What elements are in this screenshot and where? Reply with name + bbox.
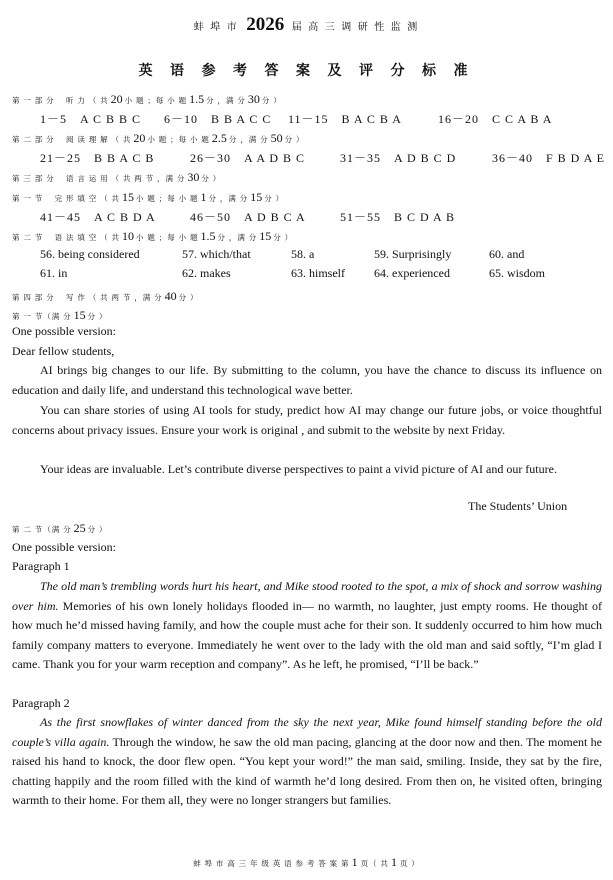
writing1-greeting: Dear fellow students, [12,344,115,358]
answer-group: 6－10 B B A C C [164,112,272,126]
section42-heading: 第 二 节（满 分 25 分 ） [12,521,108,535]
header-exam-name: 届 高 三 调 研 性 监 测 [291,22,420,33]
paragraph-1-label: Paragraph 1 [12,559,70,573]
section41-heading: 第 一 节（满 分 15 分 ） [12,308,108,322]
page-header [0,14,613,36]
writing1-paragraph-2: You can share stories of using AI tools for study, predict how AI may change our future jobs, or voice thoughtful concerns about privacy issues. Ensure your work is original , and submit to the website by next Friday. [12,403,602,437]
part4-heading: 第 四 部 分 写 作 （ 共 两 节 ，满 分 40 分 ） [12,289,199,303]
answer-group: 1－5 A C B B C [40,112,142,126]
answer-59: 59. Surprisingly [374,247,452,261]
paragraph-2-body: Through the window, he saw the old man pacing, glancing at the door now and then. The moment he raised his hand to knock, the door flew open. “You kept your word!” the man said, smiling. Inside, they sat by the fire, chatting happily and the room filled with the kind of warmth he’d long desired. From then on, he visited often, bringing warmth to their home. For them all, they were no longer strangers but families. [12,734,602,808]
answer-group: 46－50 A D B C A [190,210,306,224]
answer-group: 41－45 A C B D A [40,210,156,224]
answer-group: 26－30 A A D B C [190,151,306,165]
header-year: 2026 [246,14,285,35]
answer-58: 58. a [291,247,315,261]
answer-56: 56. being considered [40,247,140,261]
writing1-paragraph-1: AI brings big changes to our life. By submitting to the column, you have the chance to discuss its influence on education and daily life, and understand this technological wave better. [12,363,602,397]
paragraph-2-label: Paragraph 2 [12,696,70,710]
answer-65: 65. wisdom [489,266,546,280]
answer-group: 21－25 B B A C B [40,151,155,165]
page-footer: 蚌 埠 市 高 三 年 级 英 语 参 考 答 案 第 1 页（ 共 1 页 ） [193,855,420,869]
answer-64: 64. experienced [374,266,450,280]
answer-57: 57. which/that [182,247,251,261]
writing2-version-label: One possible version: [12,540,116,554]
writing2-paragraph-1 [12,577,602,675]
answer-group: 16－20 C C A B A [438,112,553,126]
answer-group: 31－35 A D B C D [340,151,457,165]
section32-heading: 第 二 节 语 法 填 空 （ 共 10 小 题 ；每 小 题 1.5 分 ，满 分 15 分 ） [12,229,294,243]
paragraph-2-lead-sentence: As the first snowflakes of winter danced from the sky the next year, Mike found himself standing before the old couple’s villa again. [12,715,602,749]
answer-group: 51－55 B C D A B [340,210,456,224]
answer-60: 60. and [489,247,525,261]
page-number: 1 [351,855,359,869]
answer-group: 36－40 F B D A E [492,151,606,165]
answer-61: 61. in [40,266,68,280]
answer-63: 63. himself [291,266,345,280]
part1-answers [40,110,552,127]
paragraph-1-body: Memories of his own lonely holidays flooded in— no warmth, no laughter, just empty rooms. He thought of how much he’d missed having family, and how the couple must ache for their son. It suddenly occurred to him how much family company matters to everyone. Immediately he went over to the lady with the old man and said softly, “I’m glad I came. Thank you for your warm reception and company”. As he left, he promised, “I’ll be back.” [12,598,603,672]
page-total: 1 [390,855,398,869]
section31-answers [40,208,455,225]
header-city: 蚌 埠 市 [193,22,239,33]
writing1-signature: The Students’ Union [468,499,568,513]
part2-heading: 第 二 部 分 阅 读 理 解 （ 共 20 小 题 ；每 小 题 2.5 分 ，满 分 50 分 ） [12,131,305,145]
page-title: 英 语 参 考 答 案 及 评 分 标 准 [138,64,475,79]
answer-62: 62. makes [182,266,231,280]
part3-heading: 第 三 部 分 语 言 运 用 （ 共 两 节 ，满 分 30 分 ） [12,170,222,184]
writing2-paragraph-2 [12,713,602,811]
answer-group: 11－15 B A C B A [288,112,402,126]
part2-answers [40,149,605,166]
writing1-paragraph-3: Your ideas are invaluable. Let’s contribute diverse perspectives to paint a vivid picture of AI and our future. [40,462,557,476]
paragraph-1-lead-sentence: The old man’s trembling words hurt his heart, and Mike stood rooted to the spot, a mix of shock and sorrow washing over him. [12,579,602,613]
part1-heading: 第 一 部 分 听 力 （ 共 20 小 题 ；每 小 题 1.5 分 ，满 分 30 分 ） [12,92,282,106]
writing1-version-label: One possible version: [12,324,116,338]
section31-heading: 第 一 节 完 形 填 空 （ 共 15 小 题 ；每 小 题 1 分 ，满 分 15 分 ） [12,190,285,204]
